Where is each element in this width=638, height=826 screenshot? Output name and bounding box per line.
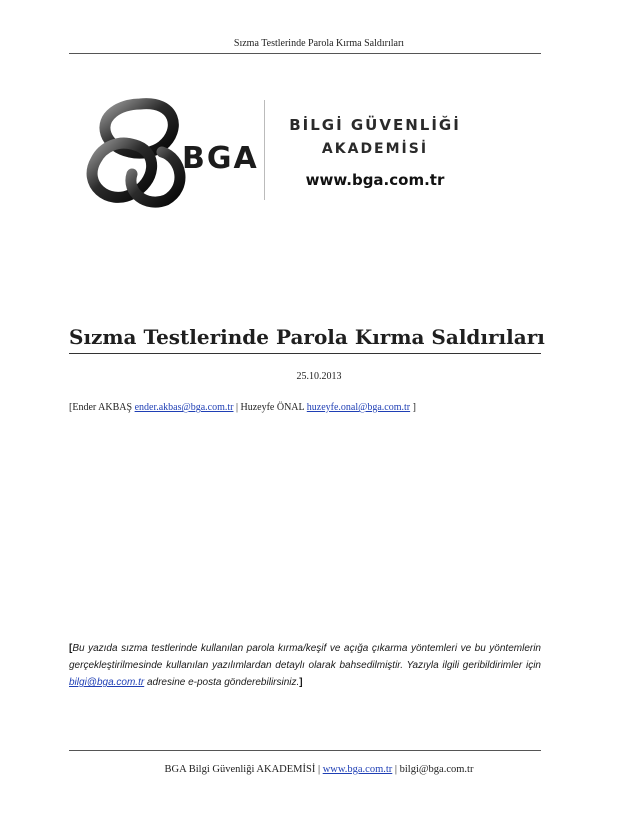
title-rule	[69, 353, 541, 354]
abstract-paragraph	[69, 640, 541, 691]
logo-line-2: AKADEMİSİ	[321, 141, 429, 157]
footer-email: bilgi@bga.com.tr	[399, 764, 474, 775]
knot-emblem	[92, 104, 180, 202]
logo-divider	[264, 100, 265, 200]
logo-line-1: BİLGİ GÜVENLİĞİ	[289, 116, 461, 134]
header-rule	[69, 53, 541, 54]
logo-url: www.bga.com.tr	[305, 171, 445, 189]
author-open-bracket: [	[69, 402, 73, 413]
abstract-email-link[interactable]: bilgi@bga.com.tr	[69, 677, 145, 688]
document-title: Sızma Testlerinde Parola Kırma Saldırıları	[69, 325, 545, 349]
author-line	[69, 402, 549, 413]
footer-separator-1: |	[315, 764, 323, 775]
author-2-email-link[interactable]: huzeyfe.onal@bga.com.tr	[306, 402, 411, 413]
abstract-open-bracket: [	[69, 643, 73, 654]
author-1-email-link[interactable]: ender.akbas@bga.com.tr	[134, 402, 234, 413]
abstract-text-1: Bu yazıda sızma testlerinde kullanılan parola kırma/keşif ve açığa çıkarma yöntemleri ve bu yöntemlerin gerçekleştirilmesinde kullanılan yazılımlardan detaylı olarak bahsedilmiştir. Yazıyla ilgili geribildirimler için	[69, 643, 541, 671]
author-1-name: Ender AKBAŞ	[72, 402, 133, 413]
footer-org: BGA Bilgi Güvenliği AKADEMİSİ	[164, 764, 316, 775]
author-2-name: Huzeyfe ÖNAL	[240, 402, 305, 413]
page-footer	[0, 764, 638, 775]
abstract-close-bracket: ]	[299, 677, 303, 688]
footer-separator-2: |	[392, 764, 400, 775]
author-close-bracket: ]	[410, 402, 416, 413]
footer-rule	[69, 750, 541, 751]
running-header: Sızma Testlerinde Parola Kırma Saldırıları	[233, 38, 405, 49]
document-date: 25.10.2013	[296, 371, 342, 382]
author-separator: |	[233, 402, 241, 413]
logo-acronym: BGA	[182, 141, 259, 176]
abstract-text-2: adresine e-posta gönderebilirsiniz.	[144, 677, 300, 688]
footer-website-link[interactable]: www.bga.com.tr	[322, 764, 393, 775]
